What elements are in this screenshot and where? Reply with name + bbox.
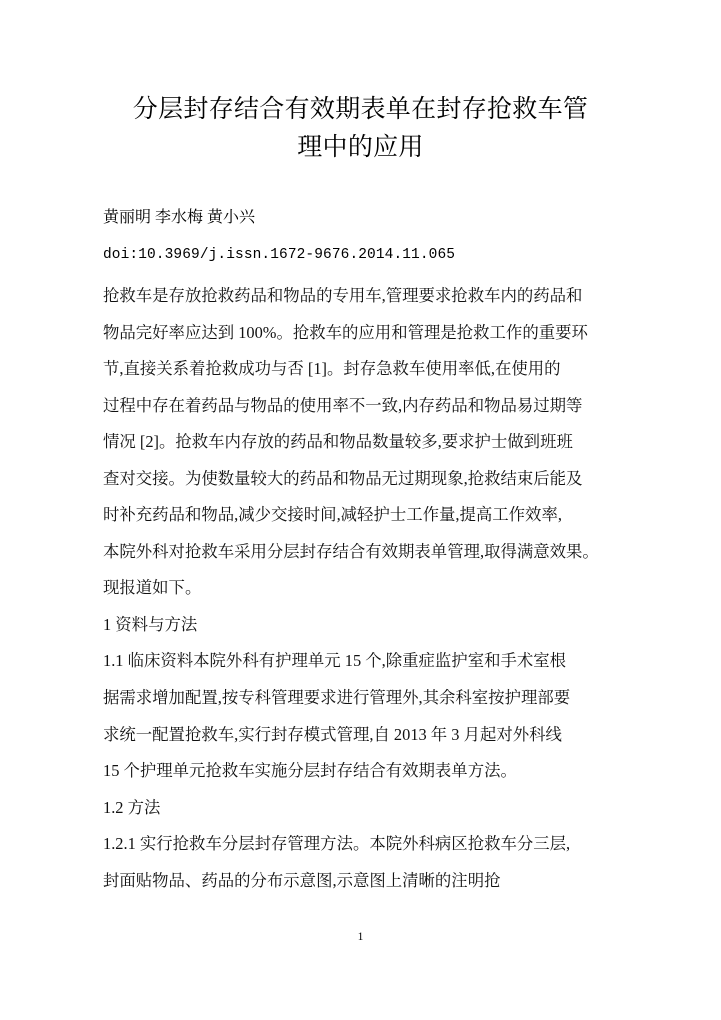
body-text [103,284,619,905]
body-line: 封面贴物品、药品的分布示意图,示意图上清晰的注明抢 [103,870,501,890]
body-line: 1.1 临床资料本院外科有护理单元 15 个,除重症监护室和手术室根 [103,651,567,671]
body-line: 15 个护理单元抢救车实施分层封存结合有效期表单方法。 [103,761,517,781]
title-line-1: 分层封存结合有效期表单在封存抢救车管 [132,95,589,123]
body-line: 时补充药品和物品,减少交接时间,减轻护士工作量,提高工作效率, [103,505,562,525]
body-line: 过程中存在着药品与物品的使用率不一致,内存药品和物品易过期等 [103,395,583,415]
section-heading-1: 1 资料与方法 [103,614,198,634]
section-heading-1-2: 1.2 方法 [103,797,161,817]
title-line-2: 理中的应用 [297,133,424,161]
body-line: 本院外科对抢救车采用分层封存结合有效期表单管理,取得满意效果。 [103,541,599,561]
doi-line: doi:10.3969/j.issn.1672-9676.2014.11.065 [103,247,456,263]
body-line: 情况 [2]。抢救车内存放的药品和物品数量较多,要求护士做到班班 [103,432,573,452]
body-line: 物品完好率应达到 100%。抢救车的应用和管理是抢救工作的重要环 [103,322,588,342]
page-number: 1 [357,931,364,943]
page-title [103,91,618,167]
body-line: 节,直接关系着抢救成功与否 [1]。封存急救车使用率低,在使用的 [103,359,561,379]
body-line: 1.2.1 实行抢救车分层封存管理方法。本院外科病区抢救车分三层, [103,834,571,854]
body-line: 求统一配置抢救车,实行封存模式管理,自 2013 年 3 月起对外科线 [103,724,562,744]
body-line: 现报道如下。 [103,578,202,598]
body-line: 抢救车是存放抢救药品和物品的专用车,管理要求抢救车内的药品和 [103,286,583,305]
author-list: 黄丽明 李水梅 黄小兴 [103,209,256,226]
body-line: 查对交接。为使数量较大的药品和物品无过期现象,抢救结束后能及 [103,468,583,488]
body-line: 据需求增加配置,按专科管理要求进行管理外,其余科室按护理部要 [103,688,571,708]
